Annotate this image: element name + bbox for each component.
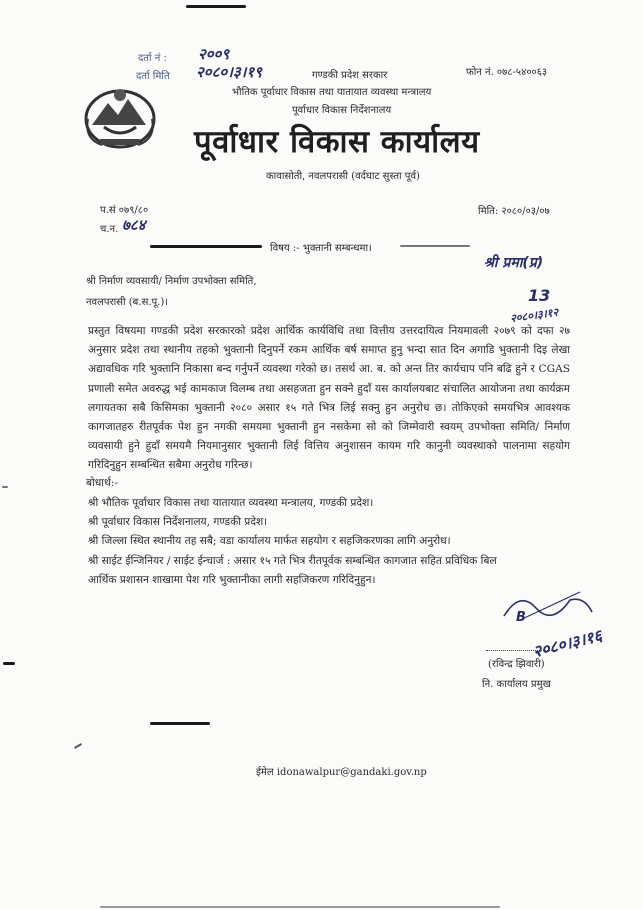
scan-mark-header-rule-right <box>400 245 470 247</box>
office-address: कावासोती, नवलपरासी (वर्दघाट सुस्ता पूर्व) <box>266 171 420 182</box>
header-province: गण्डकी प्रदेश सरकार <box>312 70 388 81</box>
bodhartha-item: श्री पूर्वाधार विकास निर्देशनालय, गण्डकी प्रदेश। <box>88 516 268 529</box>
signature-scribble <box>500 586 596 626</box>
scan-mark-top <box>186 5 246 8</box>
header-phone: फोन नं. ०७८-५४००६३ <box>466 67 548 78</box>
footer-email: ईमेल idonawalpur@gandaki.gov.np <box>256 767 427 778</box>
pen-mark <box>74 743 82 749</box>
body-paragraph: प्रस्तुत विषयमा गण्डकी प्रदेश सरकारको प्रदेश आर्थिक कार्यविधि तथा वित्तीय उत्तरदायित्व नियमावली २०७९ को दफा २७ अनुसार प्रदेश तथा स्थानीय तहको भुक्तानी दिनुपर्ने रकम आर्थिक बर्ष समाप्त हुनु भन्दा सात दिन अगाडि भुक्तानी दिइ लेखा अद्यावधिक गरि भुक्तानि निकासा बन्द गर्नुपर्ने व्यवस्था गरेको छ। तसर्थ आ. ब. को अन्त तिर कार्यचाप पनि बढि हुने र CGAS प्रणाली समेत अवरुद्ध भई कामकाज विलम्ब तथा असहजता हुन सक्ने हुदाँ यस कार्यालयबाट संचालित आयोजना तथा कार्यक्रम लगायतका सबै किसिमका भुक्तानी २०८० असार १५ गते भित्र लिई सक्नु हुन अनुरोध छ। तोकिएको समयभित्र आवश्यक कागजातहरु रीतपूर्वक पेश हुन नगकी समयमा भुक्तानी हुन नसकेमा सो को जिम्मेवारी स्वयम् उपभोक्ता समिति/ निर्माण व्यवसायी हुने हुदाँ समयमै नियमानुसार भुक्तानी लिई वित्तिय अनुशासन कायम गरि कानुनी व्यवस्थाको पालनामा सहयोग गरिदिनुहुन सम्बन्धित सबैमा अनुरोध गरिन्छ। <box>88 325 570 472</box>
signature-mark: B <box>516 610 526 625</box>
signatory-name: (रविन्द्र झिवारी) <box>488 659 545 670</box>
darta-date-value: २०८०।३।१९ <box>196 63 262 81</box>
header-ministry: भौतिक पूर्वाधार विकास तथा यातायात व्यवस्था मन्त्रालय <box>232 87 432 98</box>
chalani-number: ७८४ <box>122 216 146 234</box>
bodhartha-item: श्री साईट ईन्जिनियर / साईट ईन्चार्ज : असार १५ गते भित्र रीतपूर्वक सम्बन्धित कागजात सहित प्रविधिक बिल <box>88 554 497 567</box>
darta-number-label: दर्ता नं : <box>138 53 167 64</box>
bodhartha-item: श्री भौतिक पूर्वाधार विकास तथा यातायात व्यवस्था मन्त्रालय, गण्डकी प्रदेश। <box>88 497 374 509</box>
signatory-designation: नि. कार्यालय प्रमुख <box>482 679 551 690</box>
signature-dotted-line <box>486 650 554 651</box>
signature-date: २०८०।३।१६ <box>530 625 604 662</box>
scan-mark-mid <box>150 722 210 725</box>
recipient-line-2: नवलपरासी (ब.स.पू.)। <box>86 297 169 308</box>
recipient-line-1: श्री निर्माण व्यवसायी/ निर्माण उपभोक्ता समिति, <box>86 276 257 287</box>
bodhartha-label: बोधार्थ:- <box>86 477 118 489</box>
office-title: पूर्वाधार विकास कार्यालय <box>194 124 480 160</box>
scan-mark-bottom <box>100 906 500 908</box>
header-directorate: पूर्वाधार विकास निर्देशनालय <box>292 105 392 116</box>
handwritten-note-date: २०८०।३।१२ <box>509 305 560 326</box>
scan-mark-left <box>3 662 15 665</box>
patra-sankhya: प.सं ०७९/८० <box>100 205 149 216</box>
nepal-emblem-icon <box>82 83 158 153</box>
bodhartha-item: आर्थिक प्रशासन शाखामा पेश गरि भुक्तानीका लागी सहजिकरण गरिदिनुहुन। <box>88 573 376 586</box>
subject-line: विषय :- भुक्तानी सम्बन्धमा। <box>270 243 372 254</box>
chalani-label: च.न. <box>100 224 119 235</box>
scan-mark-left-small <box>2 486 8 488</box>
bodhartha-item: श्री जिल्ला स्थित स्थानीय तह सबै; वडा कार्यालय मार्फत सहयोग र सहजिकरणका लागि अनुरोध। <box>88 535 451 548</box>
handwritten-note-top: श्री प्रमा(प्र) <box>484 255 544 271</box>
handwritten-note-mid: 13 <box>528 286 551 305</box>
darta-date-label: दर्ता मिति <box>136 71 170 82</box>
scan-mark-header-rule <box>150 245 262 248</box>
darta-number-value: २००९ <box>198 45 230 63</box>
letter-date: मिति: २०८०/०३/०७ <box>478 206 550 217</box>
bodhartha-list <box>88 494 497 590</box>
